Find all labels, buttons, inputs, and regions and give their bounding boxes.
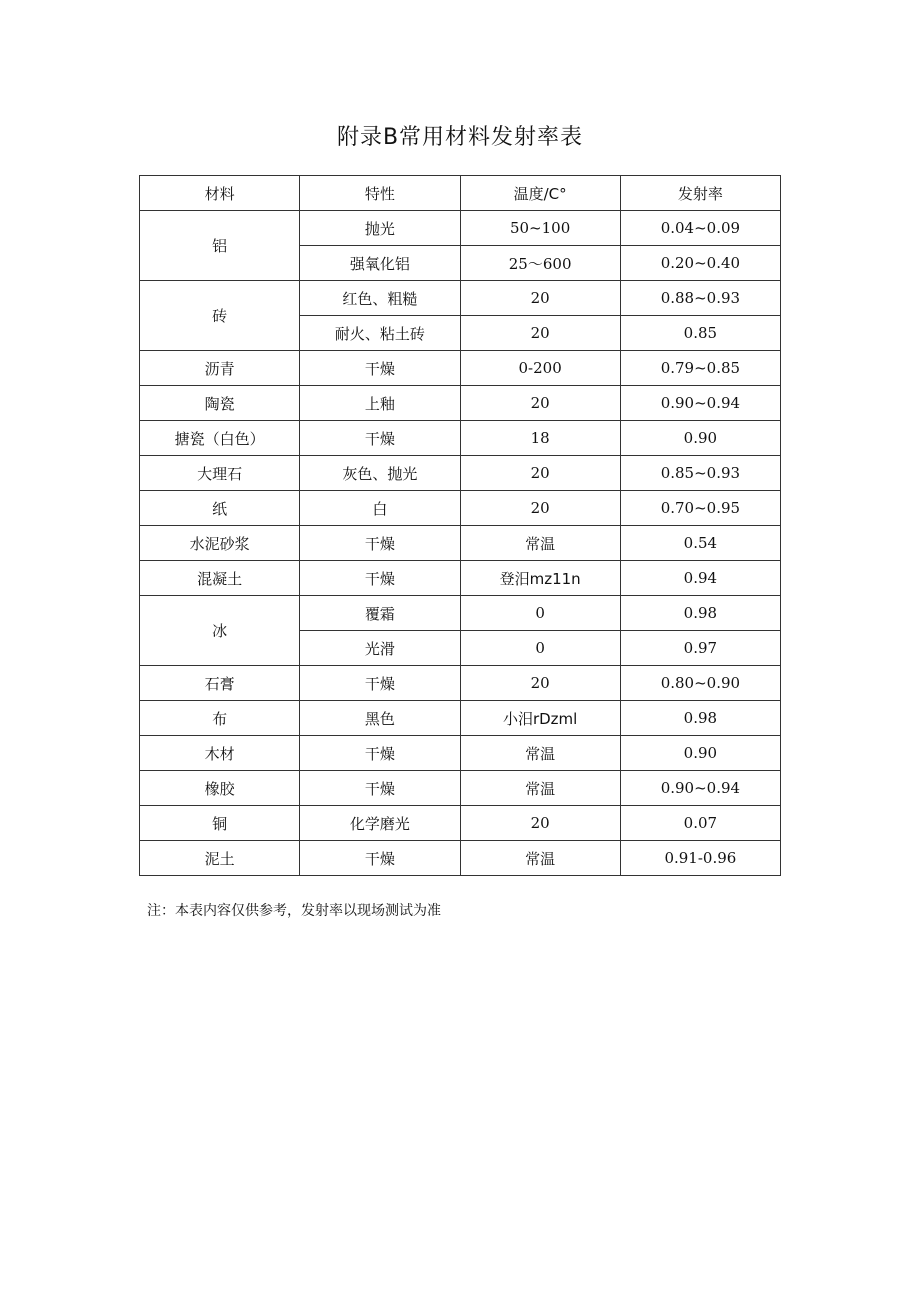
cell-property: 干燥 (300, 666, 460, 701)
table-row (140, 666, 781, 701)
cell-property: 光滑 (300, 631, 460, 666)
table-row (140, 841, 781, 876)
cell-material: 混凝土 (140, 561, 300, 596)
cell-emissivity: 0.90 (620, 421, 780, 456)
table-row (140, 736, 781, 771)
cell-temperature: 20 (460, 281, 620, 316)
cell-emissivity: 0.88~0.93 (620, 281, 780, 316)
cell-temperature: 0 (460, 596, 620, 631)
cell-emissivity: 0.85 (620, 316, 780, 351)
cell-temperature: 0 (460, 631, 620, 666)
cell-material: 铜 (140, 806, 300, 841)
cell-temperature: 20 (460, 316, 620, 351)
cell-temperature: 18 (460, 421, 620, 456)
cell-emissivity: 0.85~0.93 (620, 456, 780, 491)
cell-property: 白 (300, 491, 460, 526)
cell-emissivity: 0.90~0.94 (620, 771, 780, 806)
table-row (140, 701, 781, 736)
cell-emissivity: 0.94 (620, 561, 780, 596)
cell-temperature: 20 (460, 666, 620, 701)
cell-temperature: 常温 (460, 736, 620, 771)
cell-temperature: 50~100 (460, 211, 620, 246)
cell-emissivity: 0.20~0.40 (620, 246, 780, 281)
cell-material: 泥土 (140, 841, 300, 876)
cell-material: 砖 (140, 281, 300, 351)
cell-emissivity: 0.90 (620, 736, 780, 771)
cell-emissivity: 0.90~0.94 (620, 386, 780, 421)
cell-property: 干燥 (300, 736, 460, 771)
table-header-row (140, 176, 781, 211)
cell-emissivity: 0.98 (620, 596, 780, 631)
emissivity-table (139, 175, 781, 876)
page-title: 附录B常用材料发射率表 (336, 125, 584, 150)
cell-material: 沥青 (140, 351, 300, 386)
cell-property: 抛光 (300, 211, 460, 246)
cell-temperature: 常温 (460, 841, 620, 876)
table-row (140, 526, 781, 561)
cell-emissivity: 0.07 (620, 806, 780, 841)
table-row (140, 491, 781, 526)
cell-property: 覆霜 (300, 596, 460, 631)
cell-material: 大理石 (140, 456, 300, 491)
cell-property: 红色、粗糙 (300, 281, 460, 316)
table-row (140, 281, 781, 316)
header-property: 特性 (300, 176, 460, 211)
cell-property: 耐火、粘土砖 (300, 316, 460, 351)
cell-property: 干燥 (300, 526, 460, 561)
cell-material: 冰 (140, 596, 300, 666)
cell-material: 陶瓷 (140, 386, 300, 421)
table-row (140, 561, 781, 596)
table-row (140, 771, 781, 806)
cell-temperature: 登汨mz11n (460, 561, 620, 596)
cell-emissivity: 0.04~0.09 (620, 211, 780, 246)
cell-emissivity: 0.79~0.85 (620, 351, 780, 386)
cell-emissivity: 0.54 (620, 526, 780, 561)
cell-property: 上釉 (300, 386, 460, 421)
cell-material: 纸 (140, 491, 300, 526)
table-body (140, 211, 781, 876)
cell-temperature: 0-200 (460, 351, 620, 386)
cell-temperature: 20 (460, 386, 620, 421)
table-row (140, 421, 781, 456)
table-row (140, 211, 781, 246)
cell-property: 干燥 (300, 561, 460, 596)
cell-emissivity: 0.98 (620, 701, 780, 736)
cell-temperature: 20 (460, 806, 620, 841)
table-row (140, 386, 781, 421)
table-row (140, 456, 781, 491)
cell-property: 干燥 (300, 841, 460, 876)
cell-temperature: 常温 (460, 526, 620, 561)
cell-material: 水泥砂浆 (140, 526, 300, 561)
header-material: 材料 (140, 176, 300, 211)
cell-temperature: 20 (460, 491, 620, 526)
cell-emissivity: 0.70~0.95 (620, 491, 780, 526)
cell-material: 木材 (140, 736, 300, 771)
footnote: 注：本表内容仅供参考，发射率以现场测试为准 (147, 903, 441, 919)
cell-material: 铝 (140, 211, 300, 281)
cell-emissivity: 0.80~0.90 (620, 666, 780, 701)
cell-temperature: 小汨rDzml (460, 701, 620, 736)
cell-temperature: 25～600 (460, 246, 620, 281)
cell-material: 石膏 (140, 666, 300, 701)
table-row (140, 351, 781, 386)
cell-material: 布 (140, 701, 300, 736)
cell-material: 橡胶 (140, 771, 300, 806)
table-row (140, 596, 781, 631)
cell-material: 搪瓷（白色） (140, 421, 300, 456)
table-row (140, 806, 781, 841)
cell-emissivity: 0.91-0.96 (620, 841, 780, 876)
header-emissivity: 发射率 (620, 176, 780, 211)
header-temperature: 温度/C° (460, 176, 620, 211)
cell-property: 化学磨光 (300, 806, 460, 841)
cell-property: 干燥 (300, 351, 460, 386)
cell-property: 黑色 (300, 701, 460, 736)
cell-temperature: 常温 (460, 771, 620, 806)
cell-emissivity: 0.97 (620, 631, 780, 666)
cell-property: 灰色、抛光 (300, 456, 460, 491)
cell-property: 强氧化铝 (300, 246, 460, 281)
cell-property: 干燥 (300, 421, 460, 456)
cell-property: 干燥 (300, 771, 460, 806)
cell-temperature: 20 (460, 456, 620, 491)
